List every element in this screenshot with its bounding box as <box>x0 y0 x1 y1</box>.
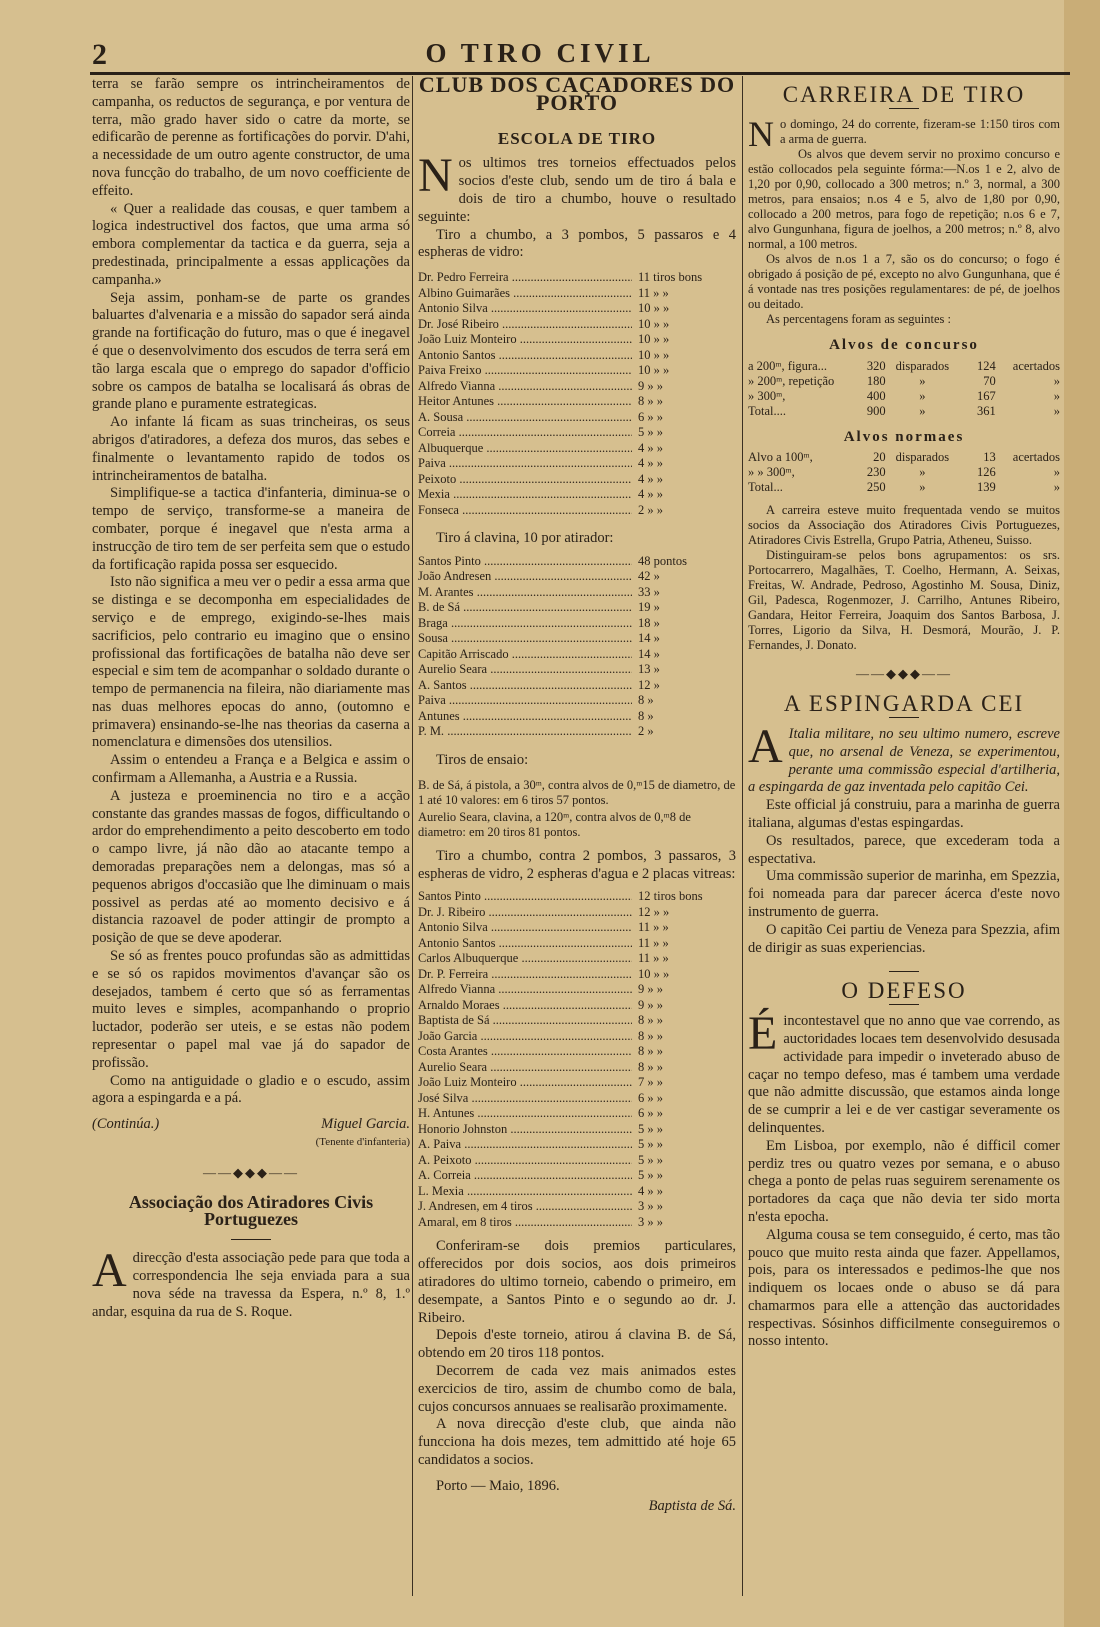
result-value: 8 » » <box>638 394 663 409</box>
concurso-stats-table <box>748 359 1060 419</box>
result-row <box>418 905 736 921</box>
article-signature <box>92 1116 410 1134</box>
result-value: 42 » <box>638 569 660 584</box>
result-value: 3 » » <box>638 1214 663 1229</box>
result-name: Dr. José Ribeiro ..... <box>418 317 632 333</box>
result-row <box>418 724 736 740</box>
stats-cell: » 200ᵐ, repetição <box>748 373 835 388</box>
result-value: 10 » » <box>638 316 670 331</box>
stats-cell: disparados <box>895 358 950 373</box>
stats-row <box>748 359 1060 374</box>
result-row <box>418 410 736 426</box>
result-value: 11 tiros bons <box>638 270 703 285</box>
header-rule <box>90 72 1070 75</box>
result-name: Sousa ..... <box>418 631 632 647</box>
closing-paragraph: Conferiram-se dois premios particulares, offerecidos por dois socios, aos dois primeiros atiradores do ultimo torneio, cabendo o primeiro, em desempate, a Santos Pinto e o segundo ao dr. J. Ribeiro. <box>418 1238 736 1326</box>
stats-cell: disparados <box>895 450 950 465</box>
intro-text: os ultimos tres torneios effectuados pelos socios d'este club, sendo um de tiro á bala e dois de tiro a chumbo, houve o resultado seguinte: <box>418 155 736 225</box>
paragraph: Ao infante lá ficam as suas trincheiras, os seus abrigos d'atiradores, a defeza dos muros, das sebes e finalmente o levantamento rapido de todos os intrincheiramentos de batalha. <box>92 414 410 484</box>
result-value: 11 » » <box>638 285 669 300</box>
result-row <box>418 363 736 379</box>
result-row <box>418 585 736 601</box>
stats-cell: a 200ᵐ, figura... <box>748 358 828 373</box>
result-name: Aurelio Seara ..... <box>418 1060 632 1076</box>
stats-cell: » 300ᵐ, <box>748 388 786 403</box>
result-row <box>418 920 736 936</box>
result-value: 14 » <box>638 631 660 646</box>
result-value: 9 » » <box>638 982 663 997</box>
result-name: P. M. ..... <box>418 724 632 740</box>
stats-cell: 70 <box>983 373 996 388</box>
result-row <box>418 301 736 317</box>
right-column <box>748 76 1060 1616</box>
defeso-title: O DEFESO <box>841 978 967 1004</box>
result-value: 4 » » <box>638 440 663 455</box>
result-row <box>418 709 736 725</box>
stats-row <box>748 374 1060 389</box>
result-name: João Andresen ..... <box>418 569 632 585</box>
result-value: 10 » » <box>638 347 670 362</box>
result-name: João Luiz Monteiro ..... <box>418 332 632 348</box>
result-row <box>418 487 736 503</box>
carreira-text: As percentagens foram as seguintes : <box>766 311 952 326</box>
stats-row <box>748 389 1060 404</box>
result-row <box>418 441 736 457</box>
result-value: 4 » » <box>638 1183 663 1198</box>
result-row <box>418 1184 736 1200</box>
stats-cell: » <box>919 465 926 480</box>
stats-row <box>748 480 1060 495</box>
result-name: Carlos Albuquerque ..... <box>418 951 632 967</box>
result-name: Baptista de Sá ..... <box>418 1013 632 1029</box>
clavina-results-list <box>418 554 736 740</box>
chumbo2-heading: Tiro a chumbo, contra 2 pombos, 3 passaros, 3 espheras de vidro, 2 espheras d'agua e 2 placas vitreas: <box>418 847 736 882</box>
result-value: 33 » <box>638 584 660 599</box>
stats-row <box>748 404 1060 419</box>
result-name: Antonio Silva ..... <box>418 301 632 317</box>
closing-paragraph: Decorrem de cada vez mais animados estes exercicios de tiro, assim de chumbo como de bala, cujos concursos annuaes se realisarão proximamente. <box>418 1362 736 1415</box>
result-row <box>418 889 736 905</box>
result-name: Santos Pinto ..... <box>418 889 632 905</box>
result-name: Heitor Antunes ..... <box>418 394 632 410</box>
defeso-text: Em Lisboa, por exemplo, não é difficil comer perdiz tres ou quatro vezes por semana, e o abuso chega a ponto de pelas ruas seguirem serenamente os portadores da caça que não devia ter sido morta n'esta epocha. <box>748 1137 1060 1225</box>
result-name: Dr. P. Ferreira ..... <box>418 967 632 983</box>
result-value: 12 » <box>638 677 660 692</box>
paragraph: Isto não significa a meu ver o pedir a essa arma que se distinga e se decomponha em especialidades de serviço e de emprego, exigindo-se-lhes mais sacrificios, pelo contrario eu imagino que o ensino profissional das fortificações de batalha não deve ser especial e sim tem de acompanhar o soldado durante o tempo de permanencia na fileira, não diariamente mas nas duas melhores epocas do anno, (outomno e primavera) ensinando-se-lhe nas theorias da caserna a nomenclatura e dimensões dos utensilios. <box>92 574 410 751</box>
result-value: 5 » » <box>638 1121 663 1136</box>
chumbo2-results-list <box>418 889 736 1230</box>
normaes-heading: Alvos normaes <box>843 428 965 445</box>
stats-cell: 320 <box>866 358 886 373</box>
result-row <box>418 1199 736 1215</box>
result-row <box>418 693 736 709</box>
result-value: 8 » » <box>638 1044 663 1059</box>
result-row <box>418 1044 736 1060</box>
result-row <box>418 1091 736 1107</box>
result-row <box>418 1215 736 1231</box>
result-row <box>418 1122 736 1138</box>
result-value: 9 » » <box>638 997 663 1012</box>
result-value: 10 » » <box>638 966 670 981</box>
result-row <box>418 456 736 472</box>
club-signature: Baptista de Sá. <box>648 1497 736 1514</box>
result-name: Dr. Pedro Ferreira ..... <box>418 270 632 286</box>
result-value: 3 » » <box>638 1199 663 1214</box>
result-value: 5 » » <box>638 1137 663 1152</box>
result-name: João Luiz Monteiro ..... <box>418 1075 632 1091</box>
short-rule <box>889 108 919 109</box>
result-row <box>418 936 736 952</box>
stats-cell: acertados <box>1012 358 1060 373</box>
result-value: 4 » » <box>638 456 663 471</box>
espingarda-text: Este official já construiu, para a marinha de guerra italiana, algumas d'estas espingardas. <box>748 797 1060 831</box>
chumbo-heading: Tiro a chumbo, a 3 pombos, 5 passaros e 4 espheras de vidro: <box>418 226 736 261</box>
paragraph: terra se farão sempre os intrincheiramentos de campanha, os reductos de segurança, e por ventura de terra, mão grado haver sido o catre da morte, se edificarão de perenne as fortificações do porvir. D'ahi, a necessidade de um outro agente constructor, de uma nova funcção do trabalho, de um novo coefficiente de effeito. <box>92 76 410 199</box>
result-value: 14 » <box>638 646 660 661</box>
result-value: 11 » » <box>638 920 669 935</box>
result-row <box>418 1106 736 1122</box>
result-value: 2 » » <box>638 502 663 517</box>
result-row <box>418 1153 736 1169</box>
left-column <box>92 76 410 1596</box>
result-row <box>418 348 736 364</box>
espingarda-title: A ESPINGARDA CEI <box>783 691 1025 717</box>
carreira-text: Os alvos de n.os 1 a 7, são os do concurso; o fogo é obrigado á posição de pé, excepto no alvo Gungunhana, que é á vontade nas tres posições regulamentares: de pé, de joelhos ou deitado. <box>748 251 1060 311</box>
result-name: Antonio Santos ..... <box>418 936 632 952</box>
stats-cell: 167 <box>977 388 996 403</box>
result-name: Antonio Santos ..... <box>418 348 632 364</box>
result-value: 2 » <box>638 724 654 739</box>
result-row <box>418 1013 736 1029</box>
result-row <box>418 425 736 441</box>
stats-cell: 13 <box>983 450 996 465</box>
result-name: A. Peixoto ..... <box>418 1153 632 1169</box>
paragraph: Simplifique-se a tactica d'infanteria, diminua-se o tempo de serviço, transforme-se a maneira de combater, porque é inegavel que n'esta arma a instrucção de tiro tem de ser perfeita sem que o estudo da fortificação rapida possa ser esquecido. <box>92 485 410 573</box>
escola-subtitle: ESCOLA DE TIRO <box>497 128 657 148</box>
assoc-title: Associação dos Atiradores Civis Portuguezes <box>128 1191 374 1230</box>
result-name: Dr. J. Ribeiro ..... <box>418 905 632 921</box>
result-name: Santos Pinto ..... <box>418 554 632 570</box>
date-line: Porto — Maio, 1896. <box>436 1477 560 1494</box>
stats-cell: 124 <box>977 358 996 373</box>
stats-cell: » <box>1053 388 1060 403</box>
result-row <box>418 270 736 286</box>
stats-cell: » <box>919 480 926 495</box>
club-title: CLUB DOS CAÇADORES DO PORTO <box>418 76 736 115</box>
page-number: 2 <box>92 38 107 71</box>
result-value: 11 » » <box>638 935 669 950</box>
espingarda-text: Italia militare, no seu ultimo numero, escreve que, no arsenal de Veneza, se experimentou, perante uma commissão especial d'artilheria, a espingarda de gaz inventada pelo capitão Cei. <box>748 725 1060 796</box>
result-name: Albino Guimarães ..... <box>418 286 632 302</box>
result-name: Correia ..... <box>418 425 632 441</box>
assoc-text: direcção d'esta associação pede para que toda a correspondencia lhe seja enviada para a sua nova séde na travessa da Espera, n.º 8, 1.º andar, esquina da rua de S. Roque. <box>92 1250 410 1320</box>
stats-row <box>748 450 1060 465</box>
result-row <box>418 678 736 694</box>
result-row <box>418 1075 736 1091</box>
result-value: 7 » » <box>638 1075 663 1090</box>
stats-cell: » <box>1053 480 1060 495</box>
short-rule <box>889 971 919 972</box>
stats-cell: » <box>1053 465 1060 480</box>
defeso-text: incontestavel que no anno que vae correndo, as auctoridades locaes tem desenvolvido desusada actividade para impedir o inveterado abuso de caçar no tempo defeso, mas é tambem uma verdade que não admitte discussão, que estamos ainda longe de se cumprir a lei e de ver castigar severamente os delinquentes. <box>748 1013 1060 1136</box>
result-value: 6 » » <box>638 409 663 424</box>
stats-cell: Alvo a 100ᵐ, <box>748 450 813 465</box>
result-name: A. Paiva ..... <box>418 1137 632 1153</box>
carreira-text: o domingo, 24 do corrente, fizeram-se 1:150 tiros com a arma de guerra. <box>780 116 1060 146</box>
result-name: Alfredo Vianna ..... <box>418 379 632 395</box>
page-edge <box>1064 0 1100 1627</box>
result-name: Braga ..... <box>418 616 632 632</box>
result-value: 18 » <box>638 615 660 630</box>
carreira-text: Distinguiram-se pelos bons agrupamentos: os srs. Portocarrero, Magalhães, T. Coelho, Hermann, A. Seixas, Freitas, W. Andrade, Pedroso, Agostinho M. Sousa, Diniz, Gil, Padesca, Rogenmozer, J. Carrilho, Antunes Ribeiro, Gandara, Heitor Ferreira, Joaquim dos Santos Barbosa, J. Torres, Ligorio da Silva, H. Desmorá, Mourão, J. P. Fernandes, J. Donato. <box>748 548 1060 653</box>
result-name: Costa Arantes ..... <box>418 1044 632 1060</box>
result-name: José Silva ..... <box>418 1091 632 1107</box>
stats-cell: Total.... <box>748 403 787 418</box>
result-value: 8 » » <box>638 1028 663 1043</box>
result-name: Albuquerque ..... <box>418 441 632 457</box>
result-name: Capitão Arriscado ..... <box>418 647 632 663</box>
result-value: 8 » <box>638 693 654 708</box>
result-name: Alfredo Vianna ..... <box>418 982 632 998</box>
result-name: Fonseca ..... <box>418 503 632 519</box>
paragraph: Se só as frentes pouco profundas são as admittidas e se só os rapidos movimentos d'avançar são os desejados, tambem é certo que só as ferramentas muito leves e simples, acompanhando o proprio luctador, poderão ser uteis, e se estas não podem representar o papel mal vae já do sapador de profissão. <box>92 948 410 1071</box>
chumbo-results-list <box>418 270 736 518</box>
paragraph: « Quer a realidade das cousas, e quer tambem a logica indestructivel dos factos, que uma arma só embora complementar da tactica e da guerra, seja a predestinada, principalmente a essas applicações da campanha.» <box>92 200 410 288</box>
result-row <box>418 967 736 983</box>
result-row <box>418 317 736 333</box>
result-value: 5 » » <box>638 1168 663 1183</box>
ensaio-note-1: B. de Sá, á pistola, a 30ᵐ, contra alvos de 0,ᵐ15 de diametro, de 1 até 10 valores: em 6 tiros 57 pontos. <box>418 777 736 807</box>
espingarda-text: Os resultados, parece, que excederam toda a espectativa. <box>748 832 1060 867</box>
result-name: Antunes ..... <box>418 709 632 725</box>
espingarda-text: Uma commissão superior de marinha, em Spezzia, foi nomeada para dar parecer ácerca d'este novo instrumento de guerra. <box>748 868 1060 920</box>
result-row <box>418 332 736 348</box>
stats-cell: acertados <box>1012 450 1060 465</box>
result-value: 4 » » <box>638 471 663 486</box>
defeso-text: Alguma cousa se tem conseguido, é certo, mas tão pouco que muito resta ainda que fazer. Appellamos, pois, para os interessados e pedimos-lhe que nos indiquem os locaes onde o abuso se dá para chamarmos para elle a attenção das auctoridades respectivas. Sósinhos difficilmente conseguiremos o nosso intento. <box>748 1226 1060 1350</box>
ensaio-note-2: Aurelio Seara, clavina, a 120ᵐ, contra alvos de 0,ᵐ8 de diametro: em 20 tiros 81 pontos. <box>418 809 691 839</box>
middle-column <box>418 76 736 1596</box>
result-name: Paiva ..... <box>418 456 632 472</box>
result-name: Aurelio Seara ..... <box>418 662 632 678</box>
stats-row <box>748 465 1060 480</box>
drop-cap: É <box>748 1007 778 1061</box>
clavina-heading: Tiro á clavina, 10 por atirador: <box>436 530 614 547</box>
short-rule <box>889 717 919 718</box>
drop-cap: A <box>748 719 783 773</box>
carreira-text: A carreira esteve muito frequentada vendo se muitos socios da Associação dos Atiradores Civis Portuguezes, Atiradores Civis Estrella, Grupo Patria, Atheneu, Suisso. <box>748 503 1060 548</box>
result-name: Amaral, em 8 tiros ..... <box>418 1215 632 1231</box>
result-name: B. de Sá ..... <box>418 600 632 616</box>
column-divider-right <box>742 76 743 1596</box>
result-value: 5 » » <box>638 1152 663 1167</box>
continua-note: (Continúa.) <box>92 1116 160 1133</box>
ornament-divider: ——◆◆◆—— <box>203 1164 299 1180</box>
result-name: A. Correia ..... <box>418 1168 632 1184</box>
paragraph: Como na antiguidade o gladio e o escudo, assim agora a espingarda e a pá. <box>92 1072 410 1107</box>
result-row <box>418 379 736 395</box>
result-value: 10 » » <box>638 301 670 316</box>
author-rank: (Tenente d'infanteria) <box>315 1136 410 1149</box>
stats-cell: 900 <box>866 403 886 418</box>
drop-cap: N <box>748 113 774 154</box>
result-value: 8 » <box>638 708 654 723</box>
closing-paragraph: A nova direcção d'este club, que ainda não funcciona ha dois mezes, tem admittido até hoje 65 candidatos a socios. <box>418 1416 736 1468</box>
short-rule <box>231 1239 271 1240</box>
result-name: L. Mexia ..... <box>418 1184 632 1200</box>
stats-cell: 230 <box>866 465 886 480</box>
closing-paragraph: Depois d'este torneio, atirou á clavina B. de Sá, obtendo em 20 tiros 118 pontos. <box>418 1327 736 1362</box>
column-divider-left <box>412 76 413 1596</box>
carreira-text: Os alvos que devem servir no proximo concurso e estão collocados pela seguinte fórma:—N.os 1 e 2, alvo de 1,20 por 0,90, collocado a 300 metros; n.º 3, normal, a 300 metros, para ensaios; n.os 4 e 5, alvo de 1,80 por 0,90, collocado a 200 metros, para fogo de repetição; n.os 6 e 7, alvo Gungunhana, figura de joelhos, a 200 metros; n.º 8, alvo normal, a 100 metros. <box>748 146 1060 251</box>
result-value: 8 » » <box>638 1013 663 1028</box>
stats-cell: 361 <box>977 403 996 418</box>
result-name: A. Sousa ..... <box>418 410 632 426</box>
stats-cell: 20 <box>873 450 886 465</box>
short-rule <box>889 1004 919 1005</box>
result-row <box>418 1168 736 1184</box>
result-name: J. Andresen, em 4 tiros ..... <box>418 1199 632 1215</box>
author-name: Miguel Garcia. <box>321 1116 410 1133</box>
stats-cell: 126 <box>977 465 996 480</box>
stats-cell: Total... <box>748 480 783 495</box>
stats-cell: » <box>1053 373 1060 388</box>
ensaio-heading: Tiros de ensaio: <box>436 751 529 768</box>
result-value: 8 » » <box>638 1059 663 1074</box>
stats-cell: 400 <box>866 388 886 403</box>
result-row <box>418 554 736 570</box>
result-value: 13 » <box>638 662 660 677</box>
drop-cap: A <box>92 1244 127 1298</box>
result-row <box>418 569 736 585</box>
result-row <box>418 662 736 678</box>
result-row <box>418 394 736 410</box>
result-row <box>418 1060 736 1076</box>
result-name: Mexia ..... <box>418 487 632 503</box>
result-value: 19 » <box>638 600 660 615</box>
stats-cell: 139 <box>977 480 996 495</box>
result-name: M. Arantes ..... <box>418 585 632 601</box>
concurso-heading: Alvos de concurso <box>829 336 979 353</box>
result-value: 48 pontos <box>638 553 687 568</box>
stats-cell: » » 300ᵐ, <box>748 465 795 480</box>
stats-cell: » <box>1053 403 1060 418</box>
result-value: 11 » » <box>638 951 669 966</box>
normaes-stats-table <box>748 450 1060 495</box>
result-row <box>418 600 736 616</box>
result-row <box>418 951 736 967</box>
result-value: 10 » » <box>638 332 670 347</box>
result-name: Paiva ..... <box>418 693 632 709</box>
result-name: Honorio Johnston ..... <box>418 1122 632 1138</box>
result-row <box>418 982 736 998</box>
masthead-title: O TIRO CIVIL <box>425 38 655 68</box>
stats-cell: » <box>919 403 926 418</box>
result-row <box>418 1137 736 1153</box>
stats-cell: » <box>919 388 926 403</box>
result-value: 10 » » <box>638 363 670 378</box>
result-value: 4 » » <box>638 487 663 502</box>
result-name: H. Antunes ..... <box>418 1106 632 1122</box>
result-name: A. Santos ..... <box>418 678 632 694</box>
result-name: Antonio Silva ..... <box>418 920 632 936</box>
result-row <box>418 503 736 519</box>
result-row <box>418 616 736 632</box>
stats-cell: 250 <box>866 480 886 495</box>
stats-cell: » <box>919 373 926 388</box>
result-row <box>418 472 736 488</box>
espingarda-text: O capitão Cei partiu de Veneza para Spezzia, afim de dirigir as suas experiencias. <box>748 921 1060 956</box>
ornament-divider: ——◆◆◆—— <box>856 666 952 682</box>
result-name: Arnaldo Moraes ..... <box>418 998 632 1014</box>
stats-cell: 180 <box>866 373 886 388</box>
paragraph: A justeza e proeminencia no tiro e a acção constante das grandes massas de fogos, difficultando o ardor do emprehendimento a peito descoberto em todo o campo livre, já não dão ao atacante tempo a demoradas preparações nem a delongas, mas só a pequenos abrigos d'occasião que lhe diminuam o mais possivel as perdas até ao momento decisivo e á distancia razoavel de poder attingir de prompto a posição de que se deve apoderar. <box>92 787 410 947</box>
drop-cap: N <box>418 149 453 203</box>
result-name: Peixoto ..... <box>418 472 632 488</box>
result-row <box>418 631 736 647</box>
result-value: 9 » » <box>638 378 663 393</box>
carreira-title: CARREIRA DE TIRO <box>782 82 1026 107</box>
result-value: 6 » » <box>638 1106 663 1121</box>
result-row <box>418 998 736 1014</box>
result-value: 12 tiros bons <box>638 889 703 904</box>
result-row <box>418 1029 736 1045</box>
result-row <box>418 286 736 302</box>
paragraph: Assim o entendeu a França e a Belgica e assim o confirmam a Allemanha, a Austria e a Russia. <box>92 752 410 787</box>
result-value: 6 » » <box>638 1090 663 1105</box>
result-name: Paiva Freixo ..... <box>418 363 632 379</box>
paragraph: Seja assim, ponham-se de parte os grandes baluartes d'alvenaria e a missão do sapador será ainda grande na fortificação do futuro, mas o que é inegavel é que o desenvolvimento dos escudos de terra será em tão larga escala que o emprego do sapador d'officio sobre os campos de batalha se localisará ás obras de grande plano e puramente estrategicas. <box>92 289 410 413</box>
result-value: 12 » » <box>638 904 670 919</box>
result-row <box>418 647 736 663</box>
result-value: 5 » » <box>638 425 663 440</box>
result-name: João Garcia ..... <box>418 1029 632 1045</box>
